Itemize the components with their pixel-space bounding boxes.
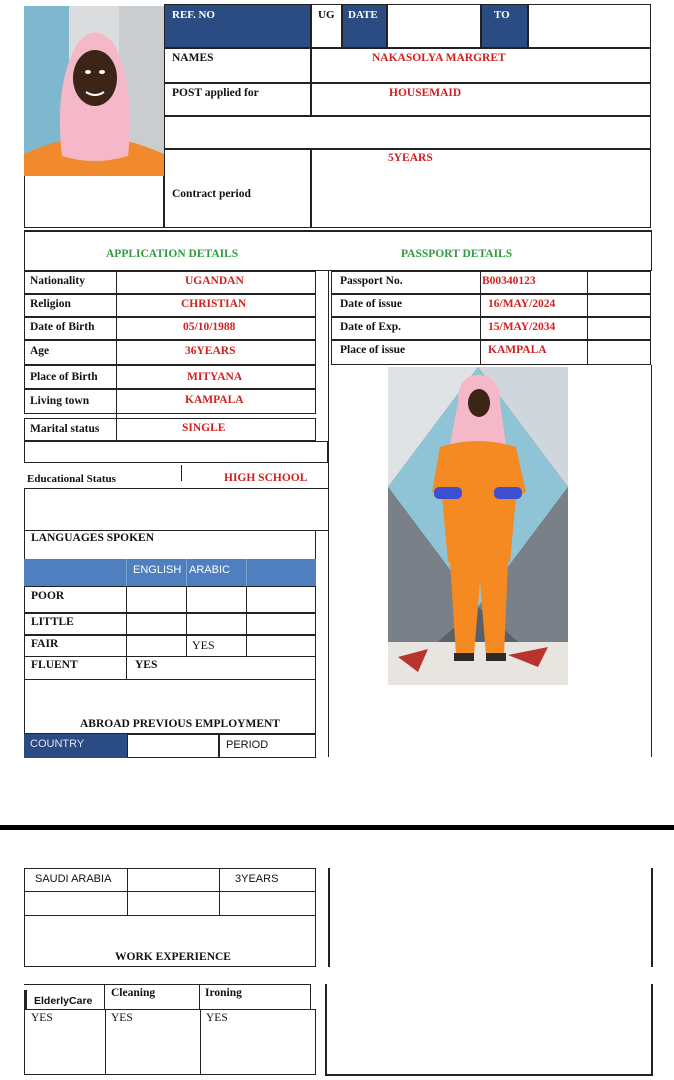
religion-label: Religion: [30, 298, 71, 310]
employment-empty-row: [24, 892, 316, 916]
employment-period-label: PERIOD: [226, 739, 269, 751]
ref-no-label: REF. NO: [172, 9, 215, 21]
passport-column-divider-2: [587, 271, 588, 365]
dob-label: Date of Birth: [30, 321, 95, 333]
work-experience-value-row: [24, 1009, 316, 1075]
post-label: POST applied for: [172, 87, 259, 99]
names-value-cell: [311, 48, 651, 83]
full-body-illustration: [388, 367, 568, 685]
work-column-cleaning: Cleaning: [111, 987, 156, 999]
details-header-band: [24, 230, 652, 271]
education-value: HIGH SCHOOL: [224, 472, 308, 484]
contract-label-cell: [164, 149, 311, 228]
page2-right-border-top: [651, 868, 653, 967]
work-value-cleaning: YES: [111, 1012, 133, 1024]
page-right-border: [651, 365, 652, 757]
fair-arabic: YES: [192, 638, 215, 652]
portrait-frame: [24, 176, 164, 228]
passport-row-place: [331, 340, 651, 365]
employment-entry-row: [24, 868, 316, 892]
to-label: TO: [494, 9, 510, 21]
education-blank-row: [24, 489, 328, 531]
contract-value: 5YEARS: [388, 152, 433, 164]
work-experience-title: WORK EXPERIENCE: [115, 951, 231, 963]
language-column-arabic: ARABIC: [189, 564, 230, 576]
education-label: Educational Status: [27, 473, 116, 485]
employment-country-value: SAUDI ARABIA: [35, 873, 112, 885]
language-level-fair: FAIR: [31, 638, 59, 650]
passport-left-border: [328, 271, 329, 757]
passport-number-value: B00340123: [482, 275, 536, 287]
language-row-little: [24, 613, 316, 635]
work-experience-section: [24, 916, 316, 967]
employment-title: ABROAD PREVIOUS EMPLOYMENT: [80, 718, 280, 730]
to-value-cell: [528, 4, 651, 48]
passport-place-label: Place of issue: [340, 344, 406, 356]
pob-label: Place of Birth: [30, 371, 98, 383]
language-row-fluent: [24, 657, 316, 679]
post-value: HOUSEMAID: [389, 87, 462, 99]
post-label-cell: [164, 83, 311, 116]
age-value: 36YEARS: [185, 345, 236, 357]
work-column-ironing: Ironing: [205, 987, 242, 999]
passport-column-divider: [480, 271, 481, 365]
language-divider-1: [126, 586, 127, 679]
passport-details-title: PASSPORT DETAILS: [401, 248, 513, 260]
page2-bottom-line: [325, 1074, 653, 1076]
portrait-illustration: [24, 6, 164, 176]
date-cell: [342, 4, 387, 48]
application-row-marital: [24, 418, 316, 441]
nationality-label: Nationality: [30, 275, 85, 287]
contract-value-cell: [311, 149, 651, 228]
names-value: NAKASOLYA MARGRET: [372, 52, 506, 64]
work-value-elderlycare: YES: [31, 1012, 53, 1024]
page-separator: [0, 825, 674, 830]
marital-label: Marital status: [30, 423, 100, 435]
living-town-value: KAMPALA: [185, 394, 244, 406]
names-label: NAMES: [172, 52, 214, 64]
application-details-title: APPLICATION DETAILS: [106, 248, 239, 260]
fluent-english: YES: [135, 659, 158, 671]
languages-title: LANGUAGES SPOKEN: [31, 532, 155, 544]
language-column-english: ENGLISH: [133, 564, 182, 576]
pob-value: MITYANA: [187, 371, 243, 383]
passport-row-expiry: [331, 317, 651, 340]
religion-value: CHRISTIAN: [181, 298, 247, 310]
post-value-cell: [311, 83, 651, 116]
passport-expiry-label: Date of Exp.: [340, 321, 402, 333]
passport-issue-label: Date of issue: [340, 298, 402, 310]
education-row: [24, 463, 328, 489]
ug-cell: [311, 4, 342, 48]
ug-label: UG: [318, 9, 335, 21]
application-blank-row: [24, 441, 328, 463]
language-row-poor: [24, 586, 316, 613]
passport-issue-value: 16/MAY/2024: [488, 298, 556, 310]
contract-label: Contract period: [172, 188, 251, 200]
languages-section: [24, 531, 316, 559]
employment-country-label: COUNTRY: [30, 738, 85, 750]
passport-expiry-value: 15/MAY/2034: [488, 321, 556, 333]
page2-right-border-bottom: [651, 984, 653, 1075]
portrait-photo: [24, 6, 164, 176]
employment-section: [24, 679, 316, 734]
application-row-nationality: [24, 271, 316, 294]
work-value-ironing: YES: [206, 1012, 228, 1024]
language-row-fair: [24, 635, 316, 657]
to-cell: [481, 4, 528, 48]
nationality-value: UGANDAN: [185, 275, 244, 287]
language-level-poor: POOR: [31, 590, 65, 602]
language-divider-3: [246, 586, 247, 657]
application-row-pob: [24, 365, 316, 389]
passport-number-label: Passport No.: [340, 275, 403, 287]
application-column-divider: [116, 271, 117, 441]
names-label-cell: [164, 48, 311, 83]
passport-row-number: [331, 271, 651, 294]
age-label: Age: [30, 345, 50, 357]
date-value-cell: [387, 4, 481, 48]
passport-place-value: KAMPALA: [488, 344, 547, 356]
page2-divider-top: [328, 868, 330, 967]
employment-blank-header: [127, 734, 219, 758]
ref-no-cell: [164, 4, 311, 48]
work-experience-header-row: [24, 984, 311, 1009]
work-column-elderlycare: ElderlyCare: [34, 995, 93, 1007]
employment-period-header: [219, 734, 316, 758]
page2-divider-bottom: [325, 984, 327, 1075]
language-level-little: LITTLE: [31, 616, 74, 628]
employment-country-header: [24, 734, 127, 758]
full-body-photo: [388, 367, 568, 685]
application-row-dob: [24, 317, 316, 340]
passport-row-issue: [331, 294, 651, 317]
living-town-label: Living town: [30, 395, 90, 407]
marital-value: SINGLE: [182, 422, 226, 434]
language-divider-2: [186, 586, 187, 657]
application-row-living-town: [24, 389, 316, 414]
date-label: DATE: [348, 9, 378, 21]
languages-header-row: [24, 559, 316, 586]
dob-value: 05/10/1988: [183, 321, 236, 333]
language-level-fluent: FLUENT: [31, 659, 78, 671]
application-row-religion: [24, 294, 316, 317]
employment-period-value: 3YEARS: [235, 873, 279, 885]
header-blank-row: [164, 116, 651, 149]
application-row-age: [24, 340, 316, 365]
